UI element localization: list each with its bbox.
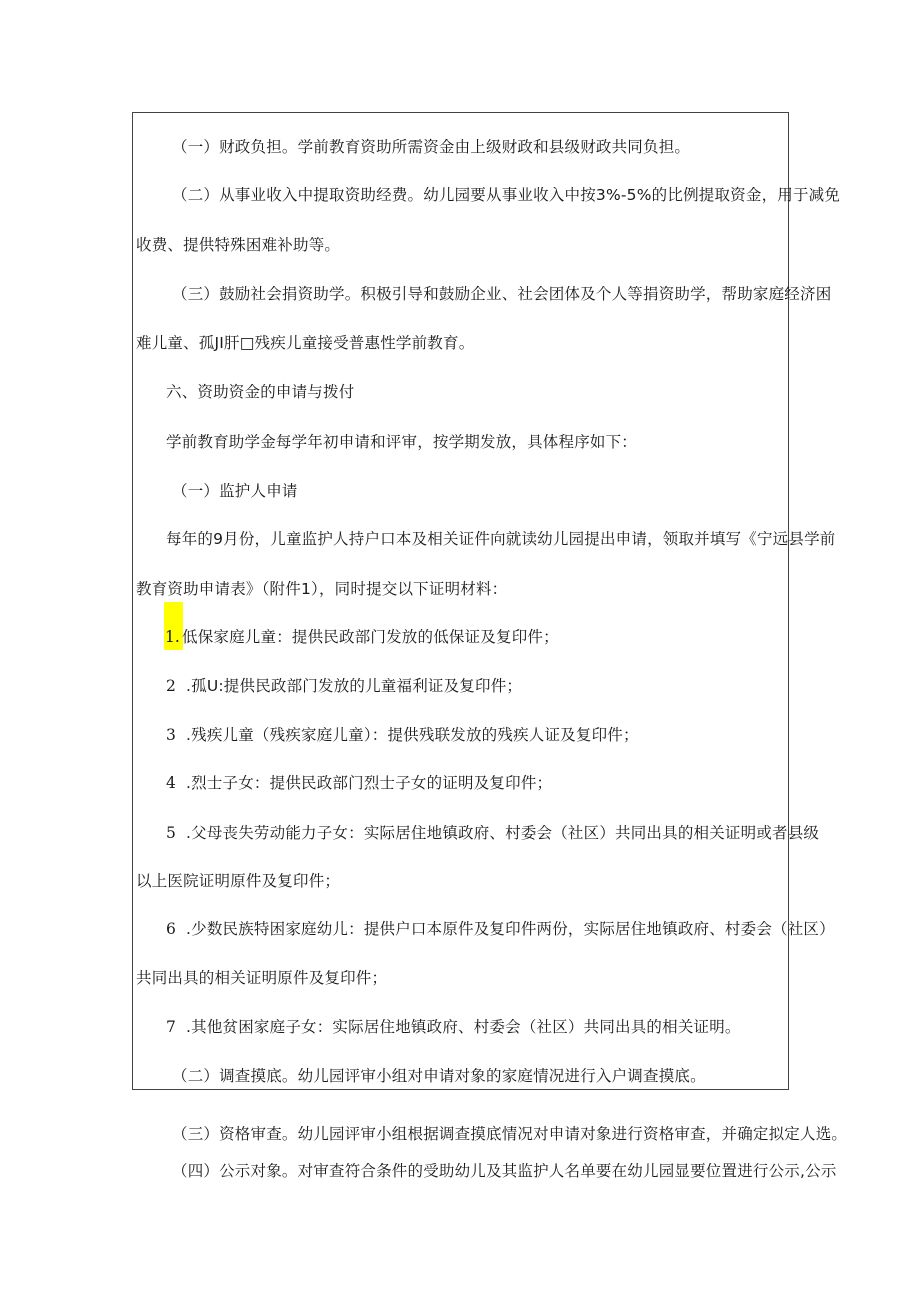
paragraph-income-line2: 收费、提供特殊困难补助等。 (136, 236, 341, 254)
list-item-number: 4 (166, 774, 176, 792)
paragraph-apply-line2: 教育资助申请表》（附件1），同时提交以下证明材料： (136, 580, 508, 598)
paragraph-donation-line2: 难儿童、孤JI肝□残疾儿童接受普惠性学前教育。 (136, 334, 475, 352)
subheading-survey: （二）调查摸底。幼儿园评审小组对申请对象的家庭情况进行入户调查摸底。 (172, 1067, 706, 1085)
list-item-number: 5 (166, 824, 176, 842)
list-item-number: 1. (165, 628, 180, 646)
paragraph-intro: 学前教育助学金每学年初申请和评审，按学期发放，具体程序如下： (166, 433, 638, 451)
list-item-text: .父母丧失劳动能力子女：实际居住地镇政府、村委会（社区）共同出具的相关证明或者县级 (186, 824, 820, 842)
paragraph-donation-line1: （三）鼓励社会捐资助学。积极引导和鼓励企业、社会团体及个人等捐资助学，帮助家庭经济困 (172, 285, 832, 303)
paragraph-income-line1: （二）从事业收入中提取资助经费。幼儿园要从事业收入中按3%-5%的比例提取资金，用于减免 (172, 186, 841, 204)
list-item-number: 2 (166, 677, 176, 695)
list-item-text: .其他贫困家庭子女：实际居住地镇政府、村委会（社区）共同出具的相关证明。 (186, 1018, 741, 1036)
list-item-text: 低保家庭儿童：提供民政部门发放的低保证及复印件； (182, 628, 559, 646)
list-item-text: .烈士子女：提供民政部门烈士子女的证明及复印件； (186, 774, 553, 792)
list-item-number: 3 (166, 726, 176, 744)
subheading-guardian-apply: （一）监护人申请 (172, 482, 298, 500)
subheading-qualification: （三）资格审查。幼儿园评审小组根据调查摸底情况对申请对象进行资格审查，并确定拟定人选。 (172, 1125, 848, 1143)
list-item-number: 7 (166, 1018, 176, 1036)
list-item-number: 6 (166, 920, 176, 938)
subheading-publicity: （四）公示对象。对审查符合条件的受助幼儿及其监护人名单要在幼儿园显要位置进行公示,公示 (172, 1162, 837, 1180)
paragraph-apply-line1: 每年的9月份，儿童监护人持户口本及相关证件向就读幼儿园提出申请，领取并填写《宁远县学前 (166, 530, 836, 548)
list-item-text: .少数民族特困家庭幼儿：提供户口本原件及复印件两份，实际居住地镇政府、村委会（社区） (186, 920, 835, 938)
list-item-continuation: 以上医院证明原件及复印件； (136, 872, 341, 890)
list-item-text: .孤U:提供民政部门发放的儿童福利证及复印件； (186, 677, 523, 695)
paragraph-finance: （一）财政负担。学前教育资助所需资金由上级财政和县级财政共同负担。 (172, 138, 691, 156)
text-frame-border (132, 112, 789, 1090)
list-item-text: .残疾儿童（残疾家庭儿童）：提供残联发放的残疾人证及复印件； (186, 726, 639, 744)
list-item-continuation: 共同出具的相关证明原件及复印件； (136, 969, 388, 987)
section-heading-six: 六、资助资金的申请与拨付 (166, 383, 355, 401)
